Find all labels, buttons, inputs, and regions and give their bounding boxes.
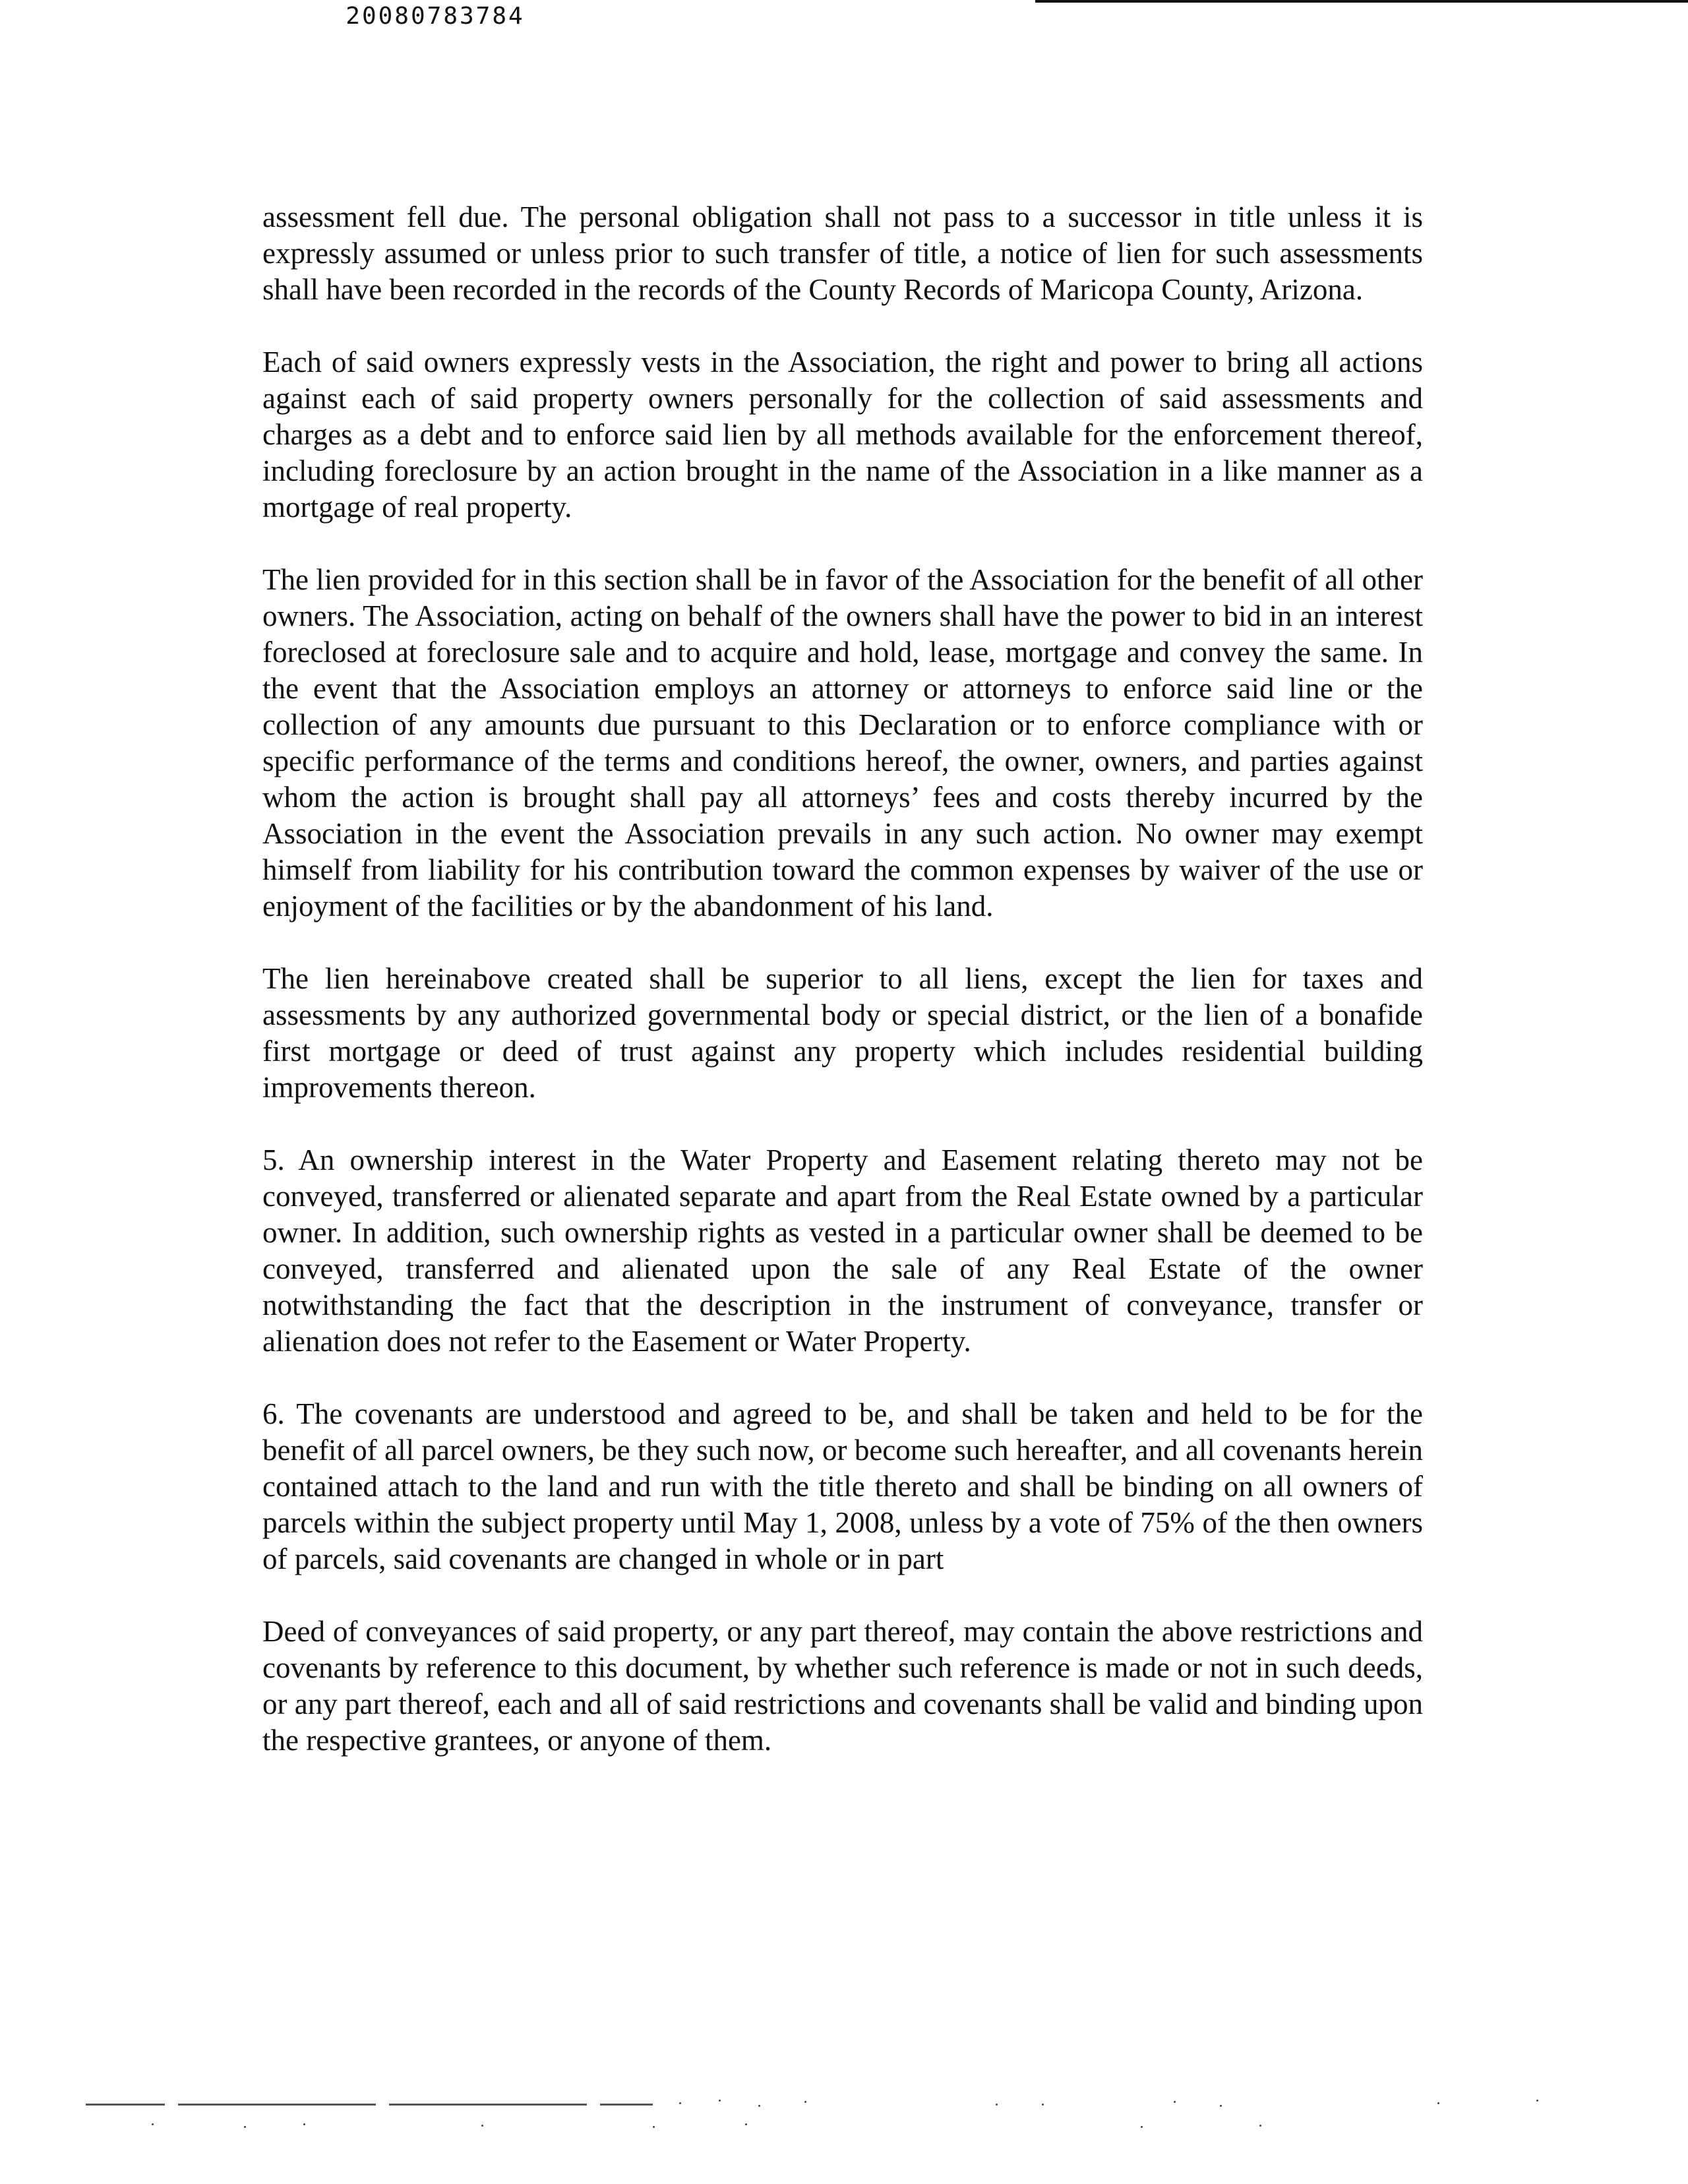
scan-speck (679, 2102, 681, 2104)
scan-speck (1259, 2125, 1261, 2127)
scan-dash (86, 2104, 165, 2106)
scan-speck (1437, 2102, 1439, 2104)
scan-artifacts (86, 2097, 1602, 2137)
scan-speck (1174, 2101, 1176, 2103)
scan-speck (719, 2100, 721, 2102)
scan-speck (1042, 2104, 1044, 2106)
paragraph-deed-of-conveyances: Deed of conveyances of said property, or any part thereof, may contain the above restrictions and covenants by reference to this document, by whether such reference is made or not in such deeds, or any part thereof, each and all of said restrictions and covenants shall be valid and binding upon the respective grantees, or anyone of them. (262, 1615, 1423, 1757)
scan-dash (178, 2104, 376, 2106)
scan-speck (481, 2125, 483, 2127)
scan-speck (996, 2104, 998, 2106)
scan-speck (1220, 2105, 1222, 2107)
scan-speck (653, 2126, 655, 2128)
top-edge-rule (1035, 0, 1688, 3)
paragraph-lien-in-favor: The lien provided for in this section shall be in favor of the Association for the benefit of all other owners. The Association, acting on behalf of the owners shall have the power to bid in an interest foreclosed at foreclosure sale and to acquire and hold, lease, mortgage and convey the same. In the event that the Association employs an attorney or attorneys to enforce said line or the collection of any amounts due pursuant to this Declaration or to enforce compliance with or specific performance of the terms and conditions hereof, the owner, owners, and parties against whom the action is brought shall pay all attorneys’ fees and costs thereby incurred by the Association in the event the Association prevails in any such action. No owner may exempt himself from liability for his contribution toward the common expenses by waiver of the use or enjoyment of the facilities or by the abandonment of his land. (262, 563, 1423, 923)
scan-dash (389, 2104, 587, 2106)
scan-dash (600, 2104, 653, 2106)
scan-speck (804, 2101, 806, 2103)
paragraph-owners-vest-association: Each of said owners expressly vests in the Association, the right and power to bring all actions against each of said property owners personally for the collection of said assessments and charges as a debt and to enforce said lien by all methods available for the enforcement thereof, including foreclosure by an action brought in the name of the Association in a like manner as a mortgage of real property. (262, 346, 1423, 524)
scan-speck (758, 2105, 760, 2107)
scan-speck (1536, 2100, 1538, 2102)
scan-speck (1141, 2126, 1143, 2128)
paragraph-section-6: 6. The covenants are understood and agreed to be, and shall be taken and held to be for the benefit of all parcel owners, be they such now, or become such hereafter, and all covenants herein contained attach to the land and run with the title thereto and shall be binding on all owners of parcels within the subject property until May 1, 2008, unless by a vote of 75% of the then owners of parcels, said covenants are changed in whole or in part (262, 1397, 1423, 1575)
scan-speck (303, 2123, 305, 2125)
scan-speck (152, 2123, 154, 2125)
scan-speck (745, 2123, 747, 2125)
paragraph-lien-superiority: The lien hereinabove created shall be superior to all liens, except the lien for taxes and assessments by any authorized governmental body or special district, or the lien of a bonafide first mortgage or deed of trust against any property which includes residential building improvements thereon. (262, 962, 1423, 1104)
document-number: 20080783784 (346, 3, 525, 30)
paragraph-section-5: 5. An ownership interest in the Water Property and Easement relating thereto may not be conveyed, transferred or alienated separate and apart from the Real Estate owned by a particular owner. In addition, such ownership rights as vested in a particular owner shall be deemed to be conveyed, transferred and alienated upon the sale of any Real Estate of the owner notwithstanding the fact that the description in the instrument of conveyance, transfer or alienation does not refer to the Easement or Water Property. (262, 1143, 1423, 1358)
document-body (262, 199, 1423, 1795)
scan-speck (244, 2126, 246, 2128)
paragraph-assessment-obligation: assessment fell due. The personal obligation shall not pass to a successor in title unless it is expressly assumed or unless prior to such transfer of title, a notice of lien for such assessments shall have been recorded in the records of the County Records of Maricopa County, Arizona. (262, 200, 1423, 306)
